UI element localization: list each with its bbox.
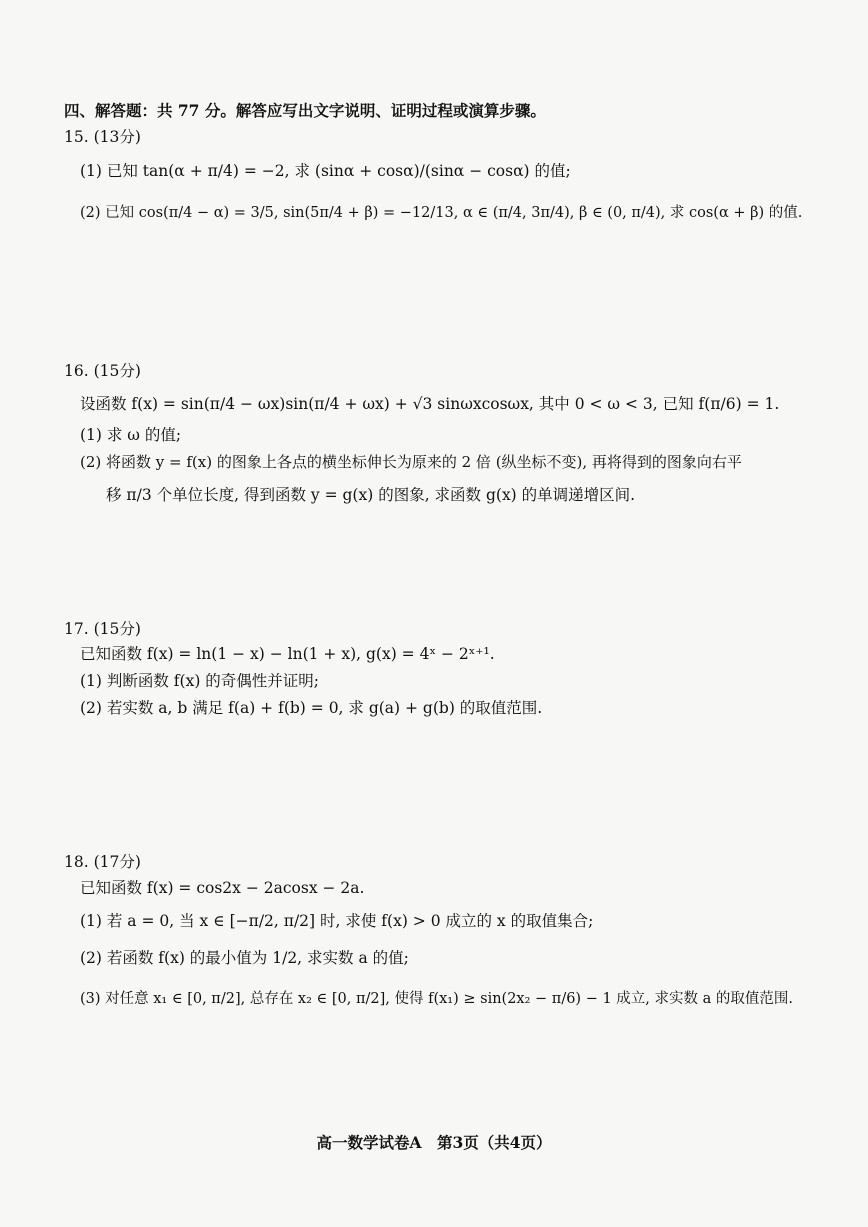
problem-15-part-1: (1) 已知 tan(α + π/4) = −2, 求 (sinα + cosα)/(sinα − cosα) 的值; bbox=[80, 162, 571, 180]
problem-16-head: 16. (15分) bbox=[64, 362, 141, 380]
problem-17-part-2: (2) 若实数 a, b 满足 f(a) + f(b) = 0, 求 g(a) + g(b) 的取值范围. bbox=[80, 699, 543, 717]
problem-16-part-2: (2) 将函数 y = f(x) 的图象上各点的横坐标伸长为原来的 2 倍 (纵坐标不变), 再将得到的图象向右平 bbox=[80, 453, 742, 471]
problem-18-part-1: (1) 若 a = 0, 当 x ∈ [−π/2, π/2] 时, 求使 f(x) > 0 成立的 x 的取值集合; bbox=[80, 912, 594, 930]
problem-17-part-1: (1) 判断函数 f(x) 的奇偶性并证明; bbox=[80, 672, 320, 690]
problem-15-part-2: (2) 已知 cos(π/4 − α) = 3/5, sin(5π/4 + β) = −12/13, α ∈ (π/4, 3π/4), β ∈ (0, π/4), 求 cos(α + β) 的值. bbox=[80, 205, 803, 221]
problem-17-stem: 已知函数 f(x) = ln(1 − x) − ln(1 + x), g(x) = 4ˣ − 2ˣ⁺¹. bbox=[80, 645, 495, 663]
problem-16-part-1: (1) 求 ω 的值; bbox=[80, 426, 182, 444]
page-footer: 高一数学试卷A 第3页（共4页） bbox=[316, 1133, 552, 1152]
problem-18-stem: 已知函数 f(x) = cos2x − 2acosx − 2a. bbox=[80, 879, 365, 897]
problem-18-part-3: (3) 对任意 x₁ ∈ [0, π/2], 总存在 x₂ ∈ [0, π/2], 使得 f(x₁) ≥ sin(2x₂ − π/6) − 1 成立, 求实数 a 的取值范围. bbox=[80, 991, 793, 1007]
problem-18-head: 18. (17分) bbox=[64, 853, 141, 871]
problem-16-part-2-cont: 移 π/3 个单位长度, 得到函数 y = g(x) 的图象, 求函数 g(x) 的单调递增区间. bbox=[106, 486, 636, 504]
problem-15-head: 15. (13分) bbox=[64, 128, 141, 146]
problem-16-stem: 设函数 f(x) = sin(π/4 − ωx)sin(π/4 + ωx) + √3 sinωxcosωx, 其中 0 < ω < 3, 已知 f(π/6) = 1. bbox=[80, 395, 780, 413]
problem-18-part-2: (2) 若函数 f(x) 的最小值为 1/2, 求实数 a 的值; bbox=[80, 949, 409, 967]
problem-17-head: 17. (15分) bbox=[64, 620, 141, 638]
section-header: 四、解答题：共 77 分。解答应写出文字说明、证明过程或演算步骤。 bbox=[64, 101, 546, 120]
